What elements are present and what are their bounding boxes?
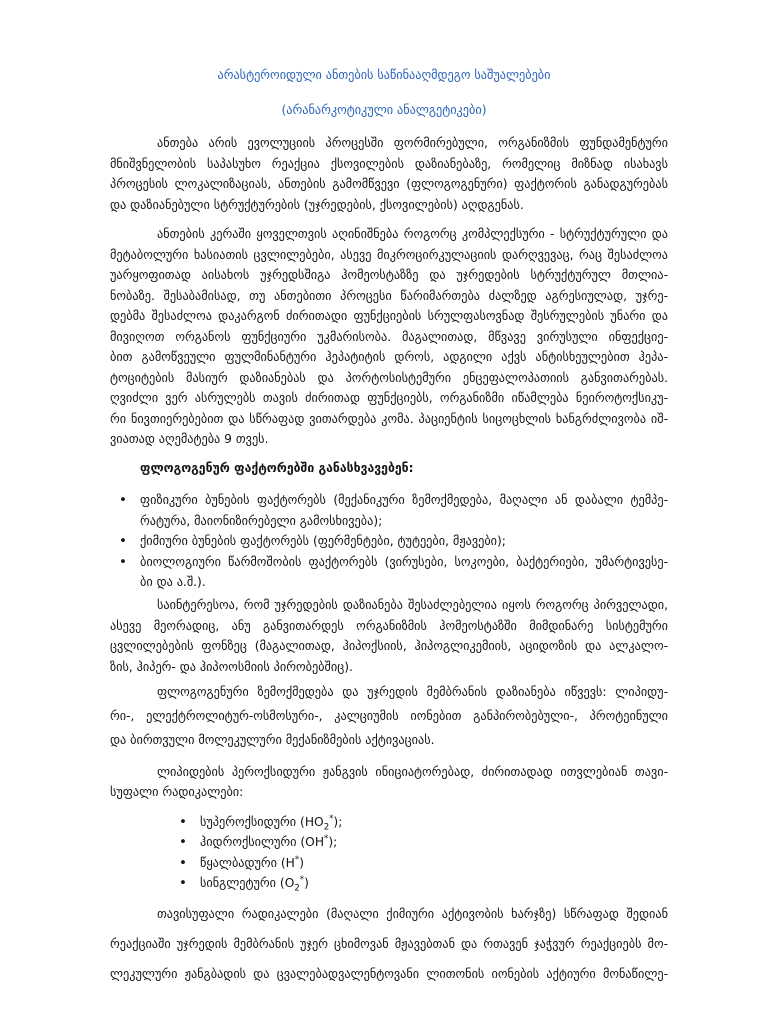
paragraph-line: ზის, ჰიპერ- და ჰიპოოსმიის პირობებშიც). xyxy=(110,659,353,674)
list-item xyxy=(140,490,668,531)
paragraph-cell-damage xyxy=(110,595,668,677)
list-item xyxy=(140,552,668,593)
bullet-icon xyxy=(118,490,128,511)
list-item xyxy=(200,873,668,894)
bullet-icon xyxy=(118,531,128,552)
paragraph-line: მივიღოთ ორგანოს ფუნქციური უკმარისობა. მაგალითად, მწვავე ვირუსული ინფექციე- xyxy=(110,329,668,344)
radical-formula: წყალბადური (H*) xyxy=(200,854,304,870)
paragraph-line: მნიშვნელობის საპასუხო რეაქცია ქსოვილების დაზიანებაზე, რომელიც მიზნად ისახავს xyxy=(110,156,668,171)
factors-list xyxy=(140,490,668,593)
paragraph-line: და დაზიანებული სტრუქტურების (უჯრედების, ქსოვილების) აღდგენას. xyxy=(110,197,524,212)
list-item-text: ფიზიკური ბუნების ფაქტორებს (მექანიკური ზემოქმედება, მაღალი ან დაბალი ტემპე- xyxy=(140,493,668,507)
paragraph-lipid-peroxidation xyxy=(110,762,668,803)
paragraph-line: ლიპიდების პეროქსიდური ჟანგვის ინიციატორებად, ძირითადად ითვლებიან თავი- xyxy=(157,764,668,779)
paragraph-line: ასევე მეორადიც, ანუ განვითარდეს ორგანიზმის ჰომეოსტაზში მიმდინარე სისტემური xyxy=(110,618,668,633)
radical-formula: სინგლეტური $(O_2^*)$ xyxy=(200,875,309,894)
paragraph-inflammation-definition xyxy=(110,133,668,215)
paragraph-line: ფლოგოგენური ზემოქმედება და უჯრედის მემბრანის დაზიანება იწვევს: ლიპიდუ- xyxy=(157,685,668,699)
paragraph-line: სუფალი რადიკალები: xyxy=(110,785,244,800)
paragraph-line: დებმა შესაძლოა დაკარგონ ძირითადი ფუნქციების სრულფასოვნად შესრულების უნარი და xyxy=(110,309,668,323)
paragraph-inflammation-focus xyxy=(110,224,668,450)
paragraph-membrane-damage xyxy=(110,680,668,752)
radical-formula: ჰიდროქსილური (OH*); xyxy=(200,834,338,850)
paragraph-free-radicals xyxy=(110,899,668,989)
page-title: არასტეროიდული ანთების საწინააღმდეგო საშუალებები xyxy=(217,68,551,82)
bullet-icon xyxy=(118,552,128,573)
paragraph-line: საინტერესოა, რომ უჯრედების დაზიანება შესაძლებელია იყოს როგორც პირველადი, xyxy=(157,598,668,612)
paragraph-line: რეაქციაში უჯრედის მემბრანის უჯერ ცხიმოვან მჟავებთან და რთავენ ჯაჭვურ რეაქციებს მო- xyxy=(110,936,668,951)
list-item xyxy=(200,832,668,853)
paragraph-line: და ბირთვული მოლეკულური მექანიზმების აქტივაციას. xyxy=(110,733,435,747)
paragraph-line: ტოციტების მასიურ დაზიანებას და პორტოსისტემური ენცეფალოპათიის განვითარებას. xyxy=(110,370,668,385)
paragraph-line: ვიათად აღემატება 9 თვეს. xyxy=(110,432,269,446)
paragraph-line: უარყოფითად აისახოს უჯრედსშიგა ჰომეოსტაზზე და უჯრედების სტრუქტურულ მთლია- xyxy=(110,268,668,282)
list-item-text: ქიმიური ბუნების ფაქტორებს (ფერმენტები, ტუტეები, მჟავები); xyxy=(140,534,506,548)
paragraph-line: ლეკულური ჟანგბადის და ცვალებადვალენტოვანი ლითონის იონების აქტიური მონაწილე- xyxy=(110,966,668,981)
paragraph-line: რი ნივთიერებებით და სწრაფად ვითარდება კომა. პაციენტის სიცოცხლის ხანგრძლივობა იშ- xyxy=(110,411,668,426)
paragraph-line: ნობაზე. შესაბამისად, თუ ანთებითი პროცესი წარიმართება ძალზედ აგრესიულად, უჯრე- xyxy=(110,288,668,303)
paragraph-line: რი-, ელექტროლიტურ-ოსმოსური-, კალციუმის იონებით განპირობებული-, პროტეინული xyxy=(110,709,668,723)
bullet-icon xyxy=(178,812,188,833)
bullet-icon xyxy=(178,832,188,853)
list-item-text: ბიოლოგიური წარმოშობის ფაქტორებს (ვირუსები, სოკოები, ბაქტერიები, უმარტივესე- xyxy=(140,554,668,569)
paragraph-line: ანთება არის ევოლუციის პროცესში ფორმირებული, ორგანიზმის ფუნდამენტური xyxy=(157,136,668,150)
list-item-text: რატურა, მაიონიზირებელი გამოსხივება); xyxy=(140,513,383,528)
paragraph-line: თავისუფალი რადიკალები (მაღალი ქიმიური აქტივობის ხარჯზე) სწრაფად შედიან xyxy=(157,906,668,921)
list-item-text: ბი და ა.შ.). xyxy=(140,575,206,589)
radical-formula: სუპეროქსიდური $(HO_2^*)$; xyxy=(200,813,343,833)
radicals-list xyxy=(200,812,668,894)
paragraph-line: ცვლილებების ფონზეც (მაგალითად, ჰიპოქსიის, ჰიპოგლიკემიის, აციდოზის და ალკალო- xyxy=(110,639,668,653)
paragraph-line: ბით გამოწვეული ფულმინანტური ჰეპატიტის დროს, ადგილი აქვს ანტისხეულებით ჰეპა- xyxy=(110,350,668,364)
list-item xyxy=(140,531,668,552)
paragraph-line: პროცესის ლოკალიზაციას, ანთების გამომწვევი (ფლოგოგენური) ფაქტორის განადგურებას xyxy=(110,177,668,191)
section-heading: ფლოგოგენურ ფაქტორებში განასხვავებენ: xyxy=(140,461,414,475)
paragraph-line: ღვიძლი ვერ ასრულებს თავის ძირითად ფუნქციებს, ორგანიზმი იწამლება ნეიროტოქსიკუ- xyxy=(110,391,668,405)
list-item xyxy=(200,812,668,833)
bullet-icon xyxy=(178,853,188,874)
page-subtitle: (არანარკოტიკული ანალგეტიკები) xyxy=(281,103,487,117)
list-item xyxy=(200,853,668,874)
section-heading-block xyxy=(110,458,668,479)
paragraph-line: მეტაბოლური ხასიათის ცვლილებები, ასევე მიკროცირკულაციის დარღვევაც, რაც შესაძლოა xyxy=(110,247,668,262)
paragraph-line: ანთების კერაში ყოველთვის აღინიშნება როგორც კომპლექსური - სტრუქტურული და xyxy=(157,227,668,241)
bullet-icon xyxy=(178,873,188,894)
